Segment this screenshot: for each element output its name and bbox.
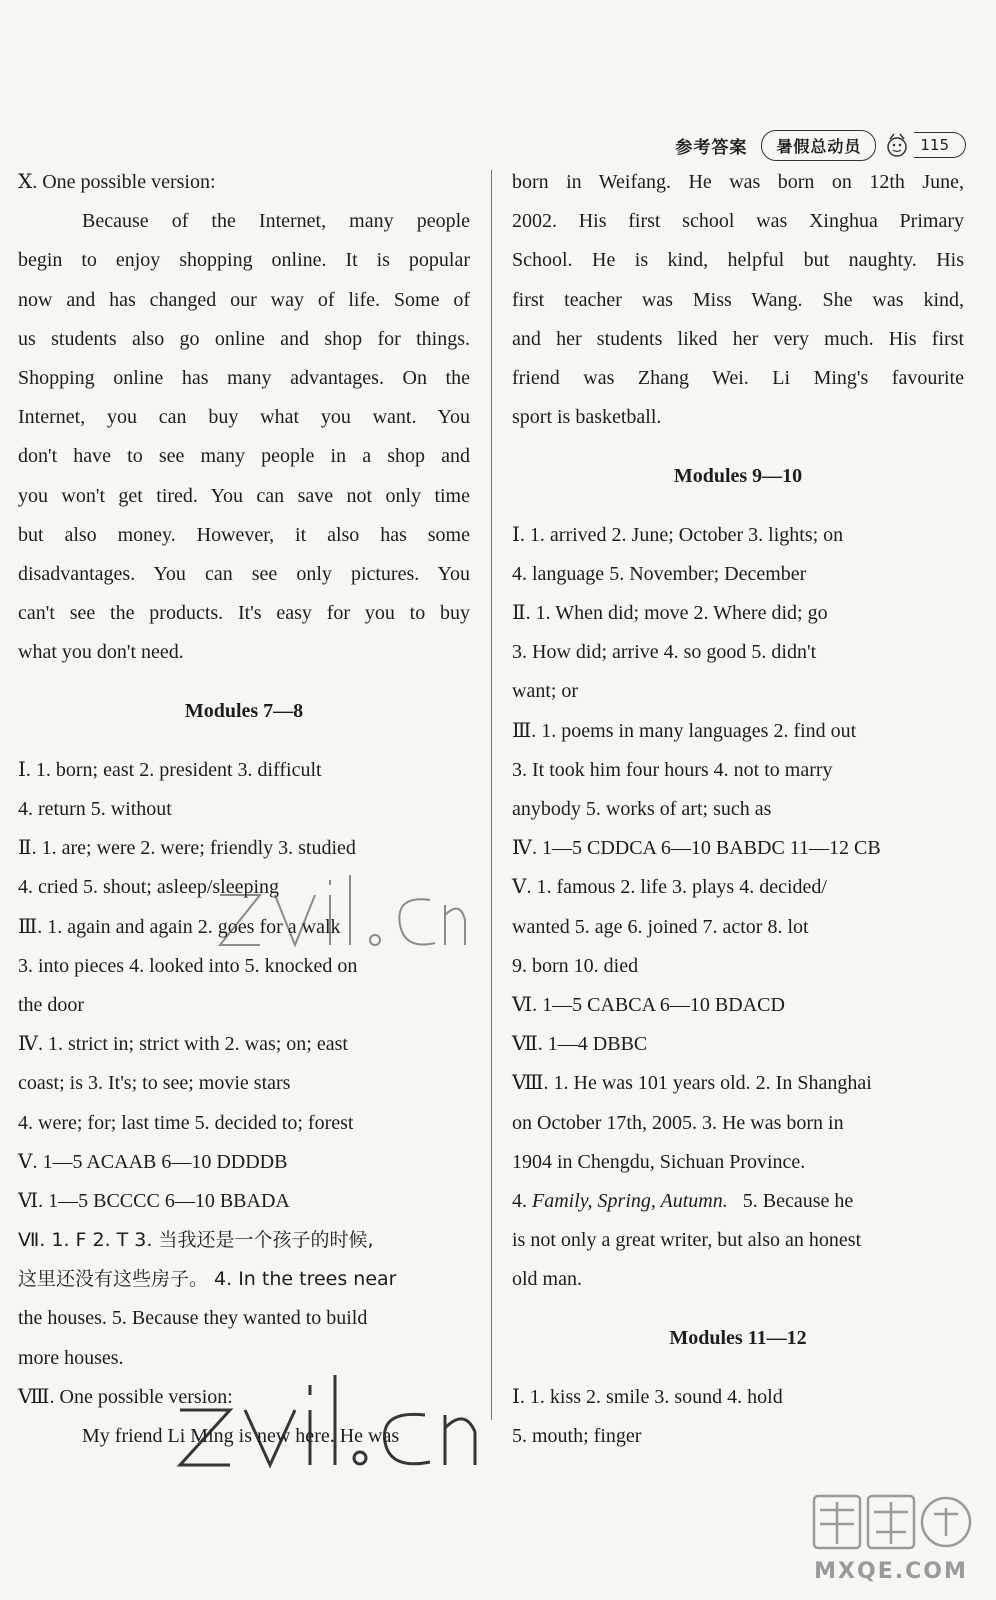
answer-line: 5. mouth; finger xyxy=(512,1425,642,1447)
essay-line: what you don't need. xyxy=(18,641,184,664)
watermark-graphic xyxy=(170,1370,490,1480)
essay-line: 2002. His first school was Xinghua Primary xyxy=(512,210,964,233)
answer-line: old man. xyxy=(512,1268,582,1291)
answer-line: 4. cried 5. shout; asleep/sleeping xyxy=(18,876,280,899)
answer-line: Ⅶ. 1. F 2. T 3. 当我还是一个孩子的时候, xyxy=(18,1229,374,1252)
essay-line: don't have to see many people in a shop and xyxy=(18,445,470,468)
essay-line: can't see the products. It's easy for you to buy xyxy=(18,602,470,625)
column-divider xyxy=(491,170,492,1420)
answer-line: Ⅱ. 1. When did; move 2. Where did; go xyxy=(512,602,828,625)
answer-line: coast; is 3. It's; to see; movie stars xyxy=(18,1072,291,1095)
watermark-graphic xyxy=(200,865,470,965)
essay-line: but also money. However, it also has some xyxy=(18,523,470,546)
answer-line: 4. were; for; last time 5. decided to; forest xyxy=(18,1111,354,1134)
answer-line: anybody 5. works of art; such as xyxy=(512,798,772,820)
answer-line: Ⅶ. 1—4 DBBC xyxy=(512,1033,648,1056)
answer-line: the houses. 5. Because they wanted to build xyxy=(18,1307,368,1330)
answer-line: Ⅵ. 1—5 CABCA 6—10 BDACD xyxy=(512,993,785,1016)
answer-line: 4. return 5. without xyxy=(18,798,172,820)
modules-11-12-heading: Modules 11—12 xyxy=(669,1327,807,1350)
page-header xyxy=(675,128,966,162)
answer-line: Ⅲ. 1. poems in many languages 2. find out xyxy=(512,719,857,742)
answer-line: 4. language 5. November; December xyxy=(512,562,807,585)
site-logo xyxy=(806,1488,976,1588)
essay-line: Because of the Internet, many people xyxy=(82,210,470,233)
essay-line: first teacher was Miss Wang. She was kind, xyxy=(512,288,964,311)
right-column xyxy=(512,163,964,1456)
mascot-icon xyxy=(882,130,912,160)
answer-line: Ⅲ. 1. again and again 2. goes for a walk xyxy=(18,915,341,938)
essay-line: you won't get tired. You can save not only time xyxy=(18,484,470,507)
essay-line: us students also go online and shop for things. xyxy=(18,327,470,350)
answer-line: Ⅰ. 1. born; east 2. president 3. difficult xyxy=(18,758,322,781)
answer-line: Ⅷ. 1. He was 101 years old. 2. In Shanghai xyxy=(512,1072,872,1095)
answer-line: My friend Li Ming is new here. He was xyxy=(82,1425,400,1447)
essay-line: born in Weifang. He was born on 12th June, xyxy=(512,171,964,193)
answer-line: 这里还没有这些房子。 4. In the trees near xyxy=(18,1268,397,1291)
answer-line: Ⅳ. 1—5 CDDCA 6—10 BABDC 11—12 CB xyxy=(512,837,881,860)
answer-line: Ⅴ. 1. famous 2. life 3. plays 4. decided/ xyxy=(512,876,827,899)
essay-line: begin to enjoy shopping online. It is popular xyxy=(18,249,470,272)
essay-line: Internet, you can buy what you want. You xyxy=(18,406,470,429)
essay-line: disadvantages. You can see only pictures. You xyxy=(18,562,470,585)
answer-line: Ⅰ. 1. arrived 2. June; October 3. lights; on xyxy=(512,523,844,546)
answer-line: the door xyxy=(18,993,85,1016)
answer-line: 3. How did; arrive 4. so good 5. didn't xyxy=(512,641,817,664)
section-x-title: Ⅹ. One possible version: xyxy=(18,171,216,193)
answer-line: Ⅳ. 1. strict in; strict with 2. was; on; east xyxy=(18,1033,348,1056)
answer-line: Ⅴ. 1—5 ACAAB 6—10 DDDDB xyxy=(18,1150,288,1173)
page-number: 115 xyxy=(914,132,966,158)
answer-line: on October 17th, 2005. 3. He was born in xyxy=(512,1111,844,1134)
modules-7-8-heading: Modules 7—8 xyxy=(184,700,304,723)
answer-line: Ⅵ. 1—5 BCCCC 6—10 BBADA xyxy=(18,1189,290,1212)
answer-line: Ⅱ. 1. are; were 2. were; friendly 3. studied xyxy=(18,837,356,860)
essay-line: School. He is kind, helpful but naughty. His xyxy=(512,249,964,272)
answer-line: 1904 in Chengdu, Sichuan Province. xyxy=(512,1150,806,1173)
essay-line: sport is basketball. xyxy=(512,406,662,429)
answer-line: is not only a great writer, but also an honest xyxy=(512,1229,862,1252)
essay-line: and her students liked her very much. His first xyxy=(512,327,964,350)
answers-label: 参考答案 xyxy=(675,137,748,158)
answer-line: Ⅷ. One possible version: xyxy=(18,1385,233,1408)
answer-suffix: 5. Because he xyxy=(727,1189,854,1212)
essay-line: friend was Zhang Wei. Li Ming's favourite xyxy=(512,366,964,389)
answer-line xyxy=(512,1182,964,1221)
svg-text:MXQE.COM: MXQE.COM xyxy=(814,1559,968,1584)
answer-line: wanted 5. age 6. joined 7. actor 8. lot xyxy=(512,915,809,938)
essay-line: now and has changed our way of life. Some of xyxy=(18,288,470,311)
book-titles: Family, Spring, Autumn. xyxy=(532,1189,728,1212)
book-title-badge: 暑假总动员 xyxy=(761,130,876,161)
answer-line: 3. into pieces 4. looked into 5. knocked on xyxy=(18,954,358,977)
modules-9-10-heading: Modules 9—10 xyxy=(673,464,803,487)
answer-line: Ⅰ. 1. kiss 2. smile 3. sound 4. hold xyxy=(512,1385,783,1408)
essay-line: Shopping online has many advantages. On the xyxy=(18,366,470,389)
answer-prefix: 4. xyxy=(512,1189,532,1212)
answer-line: 9. born 10. died xyxy=(512,954,639,977)
left-column xyxy=(18,163,470,1456)
answer-line: want; or xyxy=(512,680,579,703)
answer-line: more houses. xyxy=(18,1346,124,1369)
answer-line: 3. It took him four hours 4. not to marry xyxy=(512,758,833,781)
